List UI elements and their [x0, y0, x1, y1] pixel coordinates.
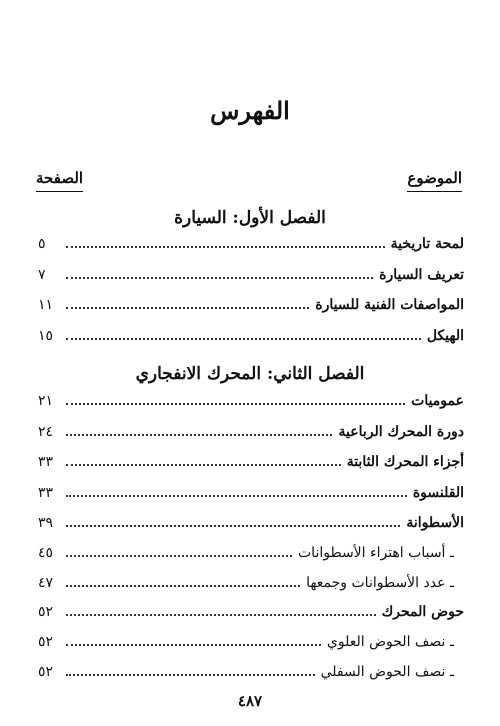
- chapter-heading: الفصل الثاني: المحرك الانفجاري: [135, 364, 365, 384]
- toc-entry-label: ـ أسباب اهتراء الأسطوانات: [298, 545, 454, 561]
- toc-subentry: [38, 660, 464, 682]
- toc-entry: [38, 600, 464, 622]
- toc-subentry: [38, 541, 464, 563]
- column-header-page: الصفحة: [36, 168, 83, 192]
- dot-leader: [66, 673, 315, 676]
- toc-entry-label: حوض المحرك: [381, 604, 464, 620]
- toc-entry-page: ٥٢: [38, 604, 54, 620]
- toc-entry-label: ـ عدد الأسطوانات وجمعها: [306, 575, 454, 591]
- toc-entry: [38, 420, 464, 442]
- toc-entry-page: ٥: [38, 236, 46, 252]
- toc-entry-page: ٢١: [38, 393, 54, 409]
- dot-leader: [66, 643, 321, 646]
- toc-entry-page: ٢٤: [38, 424, 54, 440]
- toc-entry-label: لمحة تاريخية: [390, 236, 464, 252]
- toc-entry: [38, 293, 464, 315]
- toc-entry-label: دورة المحرك الرباعية: [338, 424, 464, 440]
- toc-entry-label: ـ نصف الحوض العلوي: [326, 634, 454, 650]
- dot-leader: [66, 463, 341, 466]
- chapter-heading: الفصل الأول: السيارة: [174, 208, 326, 228]
- toc-entry-label: المواصفات الفنية للسيارة: [315, 297, 464, 313]
- dot-leader: [66, 245, 385, 248]
- dot-leader: [66, 494, 407, 497]
- toc-entry-page: ١٥: [38, 328, 54, 344]
- dot-leader: [66, 337, 421, 340]
- toc-entry-page: ٤٥: [38, 545, 54, 561]
- toc-entry-label: الأسطوانة: [406, 515, 464, 531]
- dot-leader: [66, 524, 400, 527]
- toc-entry-page: ٤٧: [38, 575, 54, 591]
- dot-leader: [66, 306, 309, 309]
- toc-entry-page: ٧: [38, 267, 46, 283]
- toc-entry: [38, 481, 464, 503]
- toc-entry-page: ٥٢: [38, 634, 54, 650]
- toc-entry: [38, 232, 464, 254]
- toc-entry-page: ١١: [38, 297, 54, 313]
- toc-entry-label: ـ نصف الحوض السفلي: [320, 664, 454, 680]
- dot-leader: [66, 433, 332, 436]
- toc-entry-label: أجزاء المحرك الثابتة: [346, 454, 464, 470]
- toc-entry-page: ٣٣: [38, 485, 54, 501]
- toc-entry-label: تعريف السيارة: [379, 267, 464, 283]
- toc-subentry: [38, 571, 464, 593]
- toc-entry: [38, 389, 464, 411]
- dot-leader: [66, 613, 376, 616]
- toc-entry-label: القلنسوة: [412, 485, 464, 501]
- toc-subentry: [38, 630, 464, 652]
- toc-entry: [38, 511, 464, 533]
- toc-entry-label: عموميات: [411, 393, 464, 409]
- toc-entry-page: ٣٩: [38, 515, 54, 531]
- dot-leader: [66, 402, 405, 405]
- column-header-topic: الموضوع: [407, 168, 462, 192]
- toc-entry: [38, 450, 464, 472]
- dot-leader: [66, 584, 300, 587]
- page-number: ٤٨٧: [237, 692, 263, 710]
- page-title: الفهرس: [210, 96, 290, 125]
- toc-entry-label: الهيكل: [426, 328, 464, 344]
- dot-leader: [66, 554, 292, 557]
- toc-entry-page: ٥٢: [38, 664, 54, 680]
- toc-entry: [38, 324, 464, 346]
- toc-entry-page: ٣٣: [38, 454, 54, 470]
- toc-entry: [38, 263, 464, 285]
- dot-leader: [66, 276, 373, 279]
